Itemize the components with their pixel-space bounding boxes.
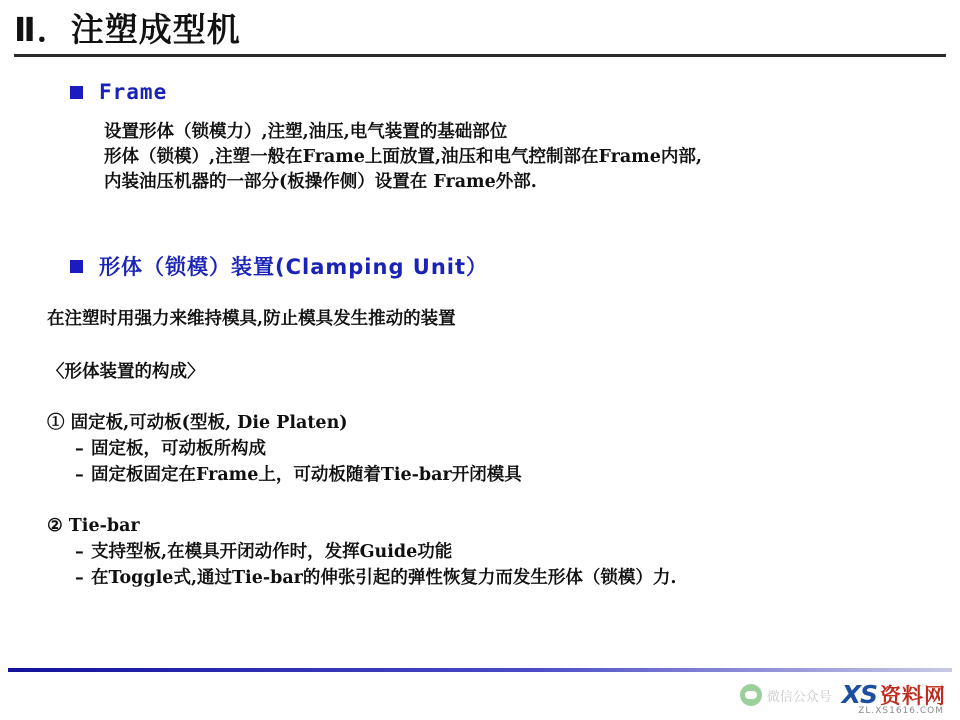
bullet-square-icon bbox=[70, 86, 83, 99]
section-heading-label: Frame bbox=[99, 80, 168, 104]
site-url: ZL.XS1616.COM bbox=[858, 706, 944, 716]
paragraph-line: 设置形体（锁模力）,注塑,油压,电气装置的基础部位 bbox=[104, 122, 508, 142]
dash-icon: – bbox=[75, 439, 84, 459]
paragraph-line: 〈形体装置的构成〉 bbox=[47, 362, 205, 382]
logo-mark: XS bbox=[841, 680, 877, 709]
page-title: Ⅱ．注塑成型机 bbox=[14, 10, 241, 49]
list-item-sub bbox=[0, 565, 960, 591]
wechat-icon bbox=[740, 684, 762, 706]
title-divider bbox=[14, 54, 946, 57]
list-item-label: ① 固定板,可动板(型板, Die Platen) bbox=[47, 413, 348, 433]
paragraph-line: 在注塑时用强力来维持模具,防止模具发生推动的装置 bbox=[47, 309, 456, 329]
bullet-square-icon bbox=[70, 260, 83, 273]
list-item-sub bbox=[0, 436, 960, 462]
list-item-sub-text: 在Toggle式,通过Tie-bar的伸张引起的弹性恢复力而发生形体（锁模）力. bbox=[91, 568, 677, 588]
section-frame-paragraph bbox=[0, 120, 960, 195]
dash-icon: – bbox=[75, 542, 84, 562]
list-item-sub-text: 支持型板,在模具开闭动作时，发挥Guide功能 bbox=[91, 542, 453, 562]
wechat-label: 微信公众号 bbox=[766, 689, 832, 705]
list-item-label: ② Tie-bar bbox=[47, 516, 140, 536]
dash-icon: – bbox=[75, 465, 84, 485]
paragraph-line: 形体（锁模）,注塑一般在Frame上面放置,油压和电气控制部在Frame内部, bbox=[104, 147, 702, 167]
list-item-sub-text: 固定板固定在Frame上，可动板随着Tie-bar开闭模具 bbox=[91, 465, 522, 485]
slide-body bbox=[0, 70, 960, 591]
wechat-badge bbox=[740, 684, 832, 706]
list-item-sub bbox=[0, 539, 960, 565]
title-area bbox=[0, 8, 960, 57]
list-item-sub-text: 固定板，可动板所构成 bbox=[91, 439, 266, 459]
section-heading-frame bbox=[0, 80, 960, 104]
bottom-divider bbox=[8, 668, 952, 672]
dash-icon: – bbox=[75, 568, 84, 588]
section-heading-clamping-unit bbox=[0, 251, 960, 281]
paragraph-line: 内装油压机器的一部分(板操作侧）设置在 Frame外部. bbox=[104, 172, 537, 192]
logo-name: 资料网 bbox=[880, 684, 946, 708]
section-heading-label: 形体（锁模）装置(Clamping Unit） bbox=[99, 255, 489, 279]
list-item-sub bbox=[0, 462, 960, 488]
